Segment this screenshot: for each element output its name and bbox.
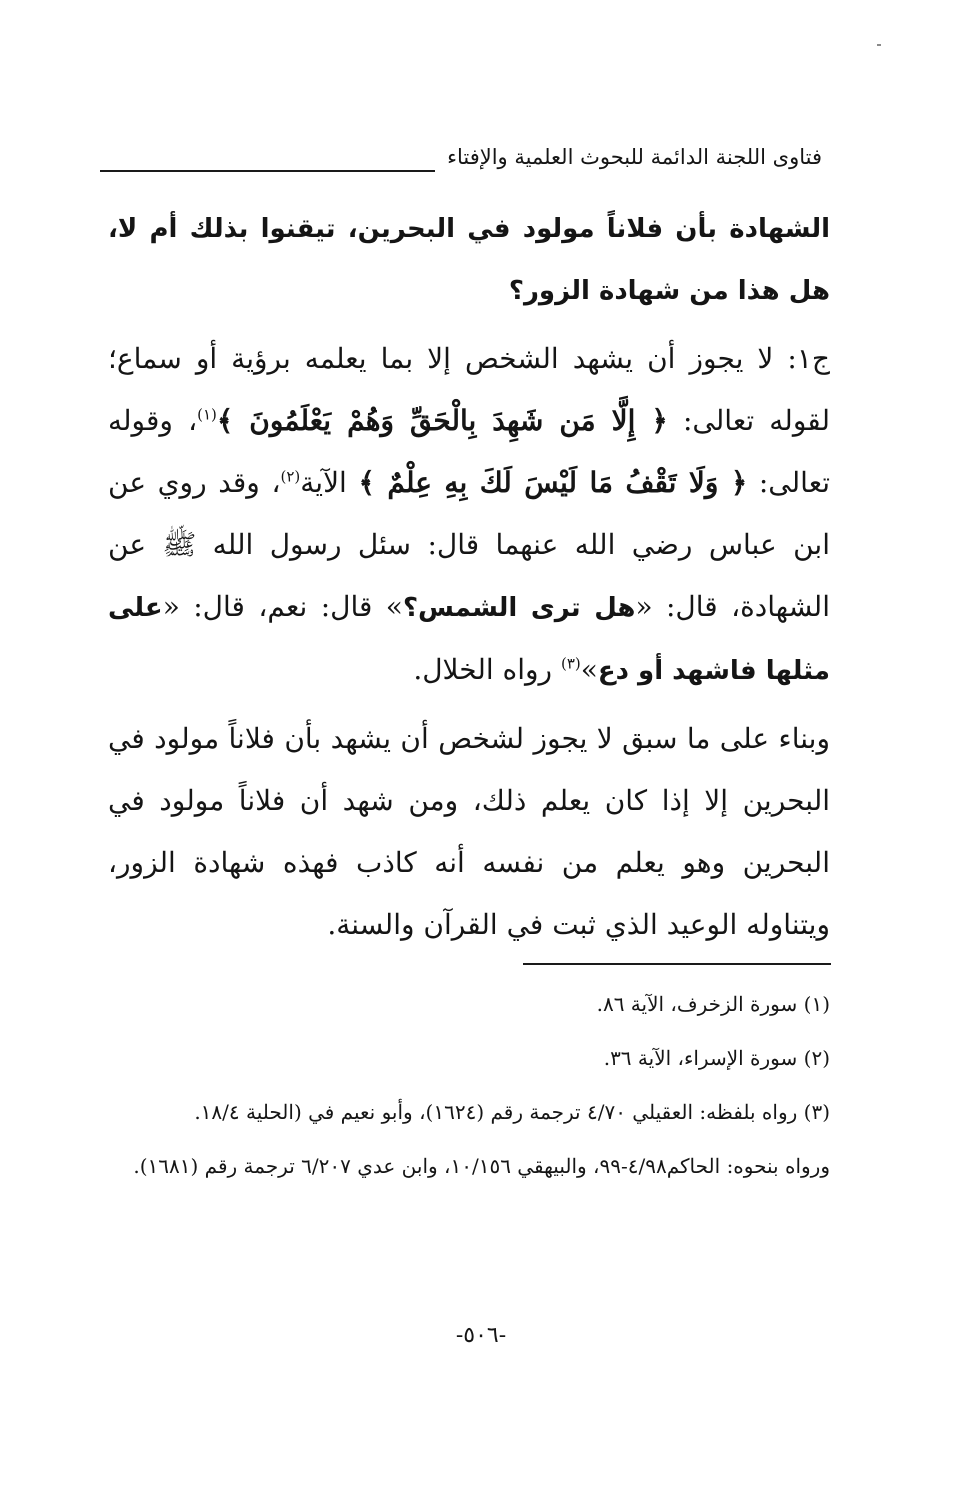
footnote-ref-1: (١) [197, 405, 217, 424]
scan-mark [877, 44, 881, 46]
footnote-1: (١) سورة الزخرف، الآية ٨٦. [596, 992, 830, 1016]
answer-text-3: الآية [300, 466, 359, 499]
footnote-ref-2: (٢) [280, 467, 301, 486]
body-text [108, 198, 830, 962]
hadith-quote-2: على مثلها فاشهد أو دع [108, 593, 830, 686]
answer-text-2: ، وقوله تعالى: [108, 404, 831, 499]
footnote-2: (٢) سورة الإسراء، الآية ٣٦. [603, 1046, 830, 1070]
footnote-ref-3: (٣) [560, 654, 581, 673]
hadith-quote-1: هل ترى الشمس؟ [402, 593, 636, 623]
header-rule [100, 170, 435, 172]
page-number: -٥٠٦- [455, 1323, 507, 1348]
answer-text-7: رواه الخلال. [413, 653, 561, 686]
answer-text-5: » قال: نعم، قال: « [162, 590, 403, 623]
header-title: فتاوى اللجنة الدائمة للبحوث العلمية والإفتاء [447, 145, 822, 169]
footnote-separator [523, 963, 831, 965]
answer-text-6: » [580, 653, 598, 686]
running-header [100, 140, 822, 180]
answer-text-1: ج١: لا يجوز أن يشهد الشخص إلا بما يعلمه برؤية أو سماع؛ لقوله تعالى: [108, 342, 830, 437]
footnote-3-continued: ورواه بنحوه: الحاكم٤/٩٨-٩٩، والبيهقي ١٠/١٥٦، وابن عدي ٦/٢٠٧ ترجمة رقم (١٦٨١). [133, 1154, 830, 1178]
quran-verse-1: ﴿ إِلَّا مَن شَهِدَ بِالْحَقِّ وَهُمْ يَعْلَمُونَ ﴾ [216, 404, 668, 437]
answer-paragraph-1 [108, 328, 830, 702]
question-paragraph: الشهادة بأن فلاناً مولود في البحرين، تيقنوا بذلك أم لا، هل هذا من شهادة الزور؟ [108, 214, 830, 306]
answer-paragraph-2: وبناء على ما سبق لا يجوز لشخص أن يشهد بأن فلاناً مولود في البحرين إلا إذا كان يعلم ذلك، ومن شهد أن فلاناً مولود في البحرين وهو يعلم من نفسه أنه كاذب فهذه شهادة الزور، ويتناوله الوعيد الذي ثبت في القرآن والسنة. [108, 722, 830, 941]
quran-verse-2: ﴿ وَلَا تَقْفُ مَا لَيْسَ لَكَ بِهِ عِلْمٌ ﴾ [358, 466, 748, 499]
footnote-3: (٣) رواه بلفظه: العقيلي ٤/٧٠ ترجمة رقم (١٦٢٤)، وأبو نعيم في (الحلية ١٨/٤. [194, 1100, 830, 1124]
footnotes [108, 982, 830, 1198]
answer-text-4: ، وقد روي عن ابن عباس رضي الله عنهما قال: سئل رسول الله ﷺ عن الشهادة، قال: « [108, 466, 830, 623]
